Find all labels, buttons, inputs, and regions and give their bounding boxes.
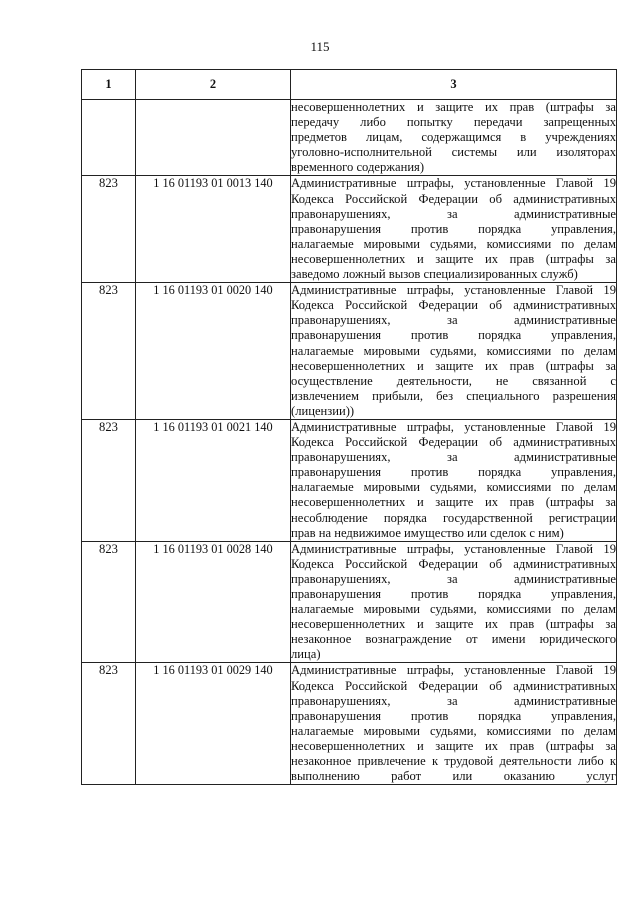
description-line: Кодекса Российской Федерации об административных xyxy=(291,191,616,206)
table-row xyxy=(82,176,617,283)
budget-code-cell: 1 16 01193 01 0020 140 xyxy=(136,283,291,420)
description-line: несовершеннолетних и защите их прав (штрафы за xyxy=(291,251,616,266)
header-col-3: 3 xyxy=(291,70,617,100)
description-line: заведомо ложный вызов специализированных служб) xyxy=(291,267,578,282)
description-cell xyxy=(291,176,617,283)
description-line: несовершеннолетних и защите их прав (штрафы за xyxy=(291,495,616,510)
description-line: несовершеннолетних и защите их прав (штрафы за xyxy=(291,358,616,373)
description-line: правонарушения против порядка управления, xyxy=(291,587,616,601)
admin-code-cell: 823 xyxy=(82,176,136,283)
description-line: уголовно-исполнительной системы или изоляторах xyxy=(291,145,616,160)
description-line: несоблюдение порядка государственной регистрации xyxy=(291,510,616,525)
description-line: Административные штрафы, установленные Главой 19 xyxy=(291,176,616,191)
header-col-2: 2 xyxy=(136,70,291,100)
description-line: налагаемые мировыми судьями, комиссиями по делам xyxy=(291,480,616,495)
header-row xyxy=(82,70,617,100)
description-line: правонарушения против порядка управления, xyxy=(291,465,616,480)
description-line: Административные штрафы, установленные Главой 19 xyxy=(291,283,616,298)
description-line: правонарушениях, за административные xyxy=(291,571,616,586)
description-cell xyxy=(291,663,617,785)
description-line: налагаемые мировыми судьями, комиссиями по делам xyxy=(291,343,616,358)
table-row xyxy=(82,663,617,785)
description-line: передачу либо попытку передачи запрещенных xyxy=(291,115,616,130)
page-number: 115 xyxy=(310,39,330,54)
description-line: прав на недвижимое имущество или сделок с ним) xyxy=(291,525,564,540)
description-line: Кодекса Российской Федерации об административных xyxy=(291,298,616,313)
table-row xyxy=(82,100,617,176)
description-line: выполнению работ или оказанию услуг xyxy=(291,769,616,784)
description-line: правонарушения против порядка управления, xyxy=(291,708,616,723)
description-line: Кодекса Российской Федерации об административных xyxy=(291,556,616,571)
budget-code-cell: 1 16 01193 01 0028 140 xyxy=(136,541,291,663)
description-line: Кодекса Российской Федерации об административных xyxy=(291,678,616,693)
description-line: Кодекса Российской Федерации об административных xyxy=(291,435,616,450)
table-row xyxy=(82,283,617,420)
description-line: незаконное привлечение к трудовой деятельности либо к xyxy=(291,754,616,769)
budget-code-cell: 1 16 01193 01 0013 140 xyxy=(136,176,291,283)
description-line: незаконное вознаграждение от имени юридического xyxy=(291,632,616,647)
header-col-1: 1 xyxy=(82,70,136,100)
table-row xyxy=(82,419,617,541)
description-line: извлечением прибыли, без специального разрешения xyxy=(291,388,616,403)
description-line: налагаемые мировыми судьями, комиссиями по делам xyxy=(291,236,616,251)
description-line: правонарушениях, за административные xyxy=(291,450,616,465)
description-line: Административные штрафы, установленные Главой 19 xyxy=(291,419,616,434)
description-line: осуществление деятельности, не связанной с xyxy=(291,373,616,388)
description-line: Административные штрафы, установленные Главой 19 xyxy=(291,663,616,678)
table-body xyxy=(82,100,617,785)
description-line: несовершеннолетних и защите их прав (штрафы за xyxy=(291,738,616,753)
description-line: правонарушения против порядка управления, xyxy=(291,328,616,343)
table-row xyxy=(82,541,617,663)
description-line: налагаемые мировыми судьями, комиссиями по делам xyxy=(291,723,616,738)
budget-codes-table xyxy=(81,69,617,785)
description-line: предметов лицам, содержащимся в учреждениях xyxy=(291,130,616,145)
description-line: налагаемые мировыми судьями, комиссиями по делам xyxy=(291,602,616,617)
description-cell xyxy=(291,100,617,176)
admin-code-cell: 823 xyxy=(82,663,136,785)
description-line: временного содержания) xyxy=(291,160,425,175)
description-line: правонарушениях, за административные xyxy=(291,693,616,708)
admin-code-cell: 823 xyxy=(82,283,136,420)
admin-code-cell: 823 xyxy=(82,541,136,663)
description-cell xyxy=(291,283,617,420)
description-line: Административные штрафы, установленные Главой 19 xyxy=(291,541,616,556)
admin-code-cell: 823 xyxy=(82,419,136,541)
budget-code-cell: 1 16 01193 01 0029 140 xyxy=(136,663,291,785)
budget-code-cell: 1 16 01193 01 0021 140 xyxy=(136,419,291,541)
description-line: лица) xyxy=(291,647,321,662)
description-cell xyxy=(291,541,617,663)
admin-code-cell xyxy=(82,100,136,176)
description-line: правонарушениях, за административные xyxy=(291,206,616,221)
description-line: (лицензии)) xyxy=(291,403,355,418)
budget-code-cell xyxy=(136,100,291,176)
description-line: правонарушения против порядка управления, xyxy=(291,221,616,236)
description-line: несовершеннолетних и защите их прав (штрафы за xyxy=(291,617,616,632)
description-cell xyxy=(291,419,617,541)
description-line: правонарушениях, за административные xyxy=(291,313,616,328)
description-line: несовершеннолетних и защите их прав (штрафы за xyxy=(291,100,616,114)
